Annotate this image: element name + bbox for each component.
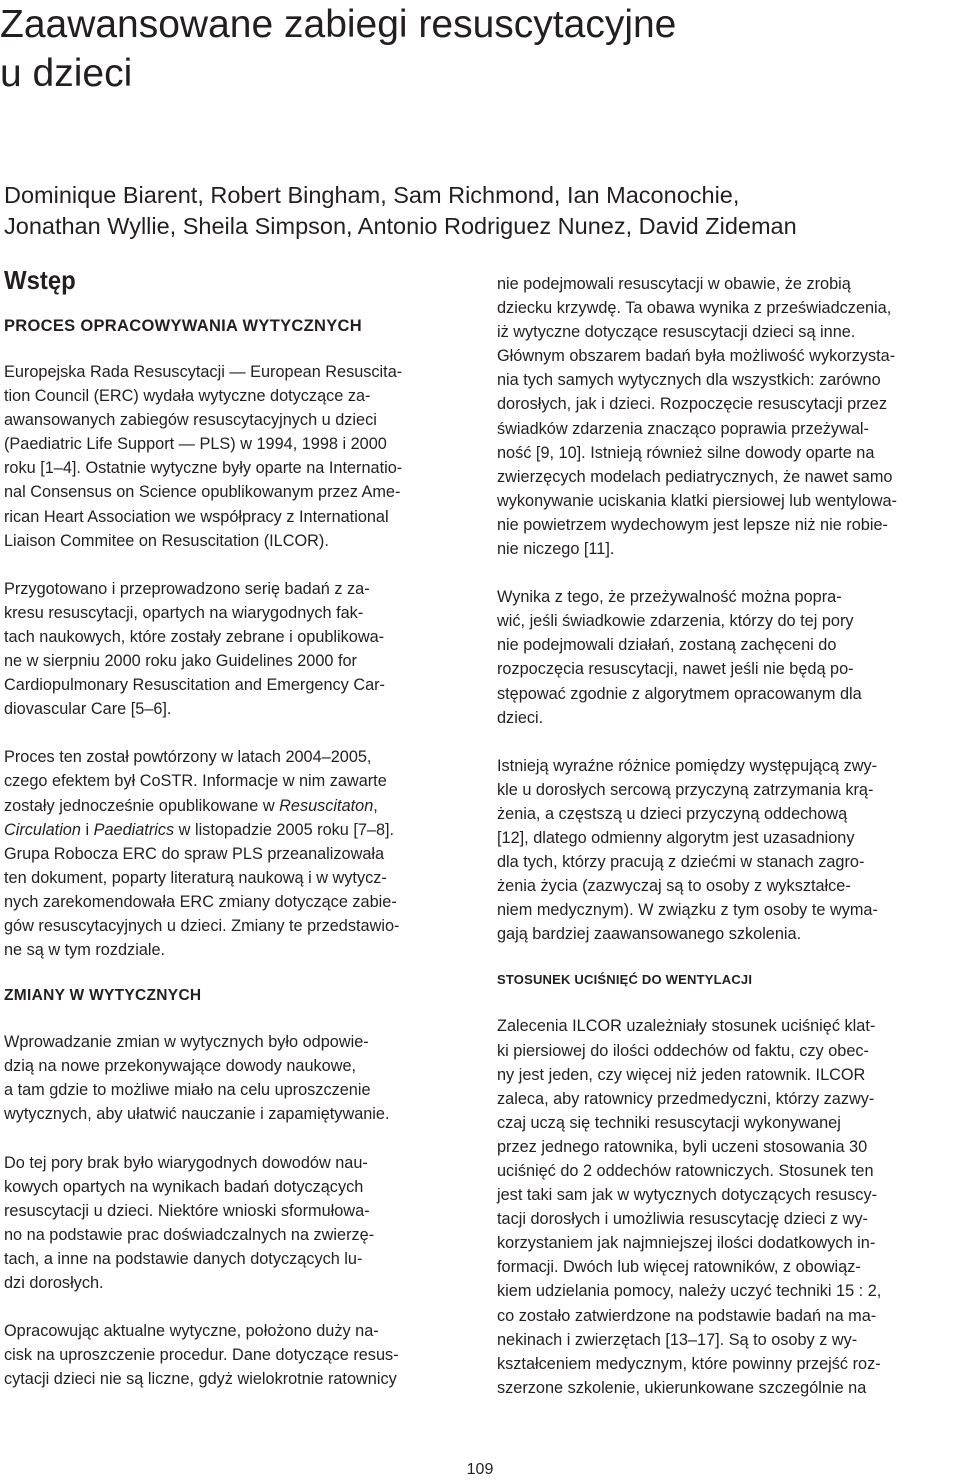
text-line: nia tych samych wytycznych dla wszystkich: zarówno xyxy=(497,371,881,390)
text-line: stępować zgodnie z algorytmem opracowanym dla xyxy=(497,684,862,703)
text-line: nie powietrzem wydechowym jest lepsze niż nie robie- xyxy=(497,515,888,534)
text-line: roku [1–4]. Ostatnie wytyczne były oparte na Internatio- xyxy=(4,459,403,478)
text-line: Europejska Rada Resuscytacji — European Resuscita- xyxy=(4,363,403,381)
text-line: no na podstawie prac doświadczalnych na zwierzę- xyxy=(4,1225,375,1244)
text-line: gają bardziej zaawansowanego szkolenia. xyxy=(497,925,802,944)
title-line-2: u dzieci xyxy=(0,52,133,95)
text-line: iż wytyczne dotyczące resuscytacji dzieci są inne. xyxy=(497,323,856,342)
text-line: ny jest jeden, czy więcej niż jeden ratownik. ILCOR xyxy=(497,1065,866,1084)
text-line: kresu resuscytacji, opartych na wiarygodnych fak- xyxy=(4,603,364,622)
text-line: wytycznych, aby ułatwić nauczanie i zapamiętywanie. xyxy=(4,1105,390,1124)
text-line: rican Heart Association we współpracy z International xyxy=(4,507,389,526)
text-line: nych zarekomendowała ERC zmiany dotyczące zabie- xyxy=(4,892,397,911)
authors xyxy=(4,180,954,242)
text-line: jest taki sam jak w wytycznych dotyczących resuscy- xyxy=(497,1186,878,1205)
text-line: Głównym obszarem badań była możliwość wykorzysta- xyxy=(497,347,896,366)
text-line: tacji dorosłych i umożliwia resuscytację dzieci z wy- xyxy=(497,1210,868,1229)
journal-title: Resuscitaton xyxy=(279,796,374,815)
text-line: dzi dorosłych. xyxy=(4,1274,104,1292)
text-line: czaj uczą się techniki resuscytacji wykonywanej xyxy=(497,1113,841,1132)
authors-line-1: Dominique Biarent, Robert Bingham, Sam Richmond, Ian Maconochie, xyxy=(4,182,740,208)
section-title: Wstęp xyxy=(4,265,76,295)
paragraph xyxy=(497,272,955,561)
text-line: niem medycznym). W związku z tym osoby te wyma- xyxy=(497,901,878,920)
text-line: żenia, a częstszą u dzieci przyczyną oddechową xyxy=(497,804,848,823)
text-line: cytacji dzieci nie są liczne, gdyż wielokrotnie ratownicy xyxy=(4,1370,397,1389)
text-line: rozpoczęcia resuscytacji, nawet jeśli nie będą po- xyxy=(497,660,854,679)
text-line: [12], dlatego odmienny algorytm jest uzasadniony xyxy=(497,828,855,847)
text-line: ne w sierpniu 2000 roku jako Guidelines 2000 for xyxy=(4,652,357,671)
text-line: uciśnięć do 2 oddechów ratowniczych. Stosunek ten xyxy=(497,1162,874,1180)
text-line: świadków zdarzenia znacząco poprawia przeżywal- xyxy=(497,419,869,438)
text-line: korzystaniem jak najmniejszej ilości dodatkowych in- xyxy=(497,1234,876,1253)
text-line: gów resuscytacyjnych u dzieci. Zmiany te przedstawio- xyxy=(4,916,400,935)
journal-title: Paediatrics xyxy=(93,820,175,839)
text-line: nie podejmowali działań, zostaną zachęceni do xyxy=(497,636,837,655)
journal-title: Circulation xyxy=(4,820,81,839)
text-line: (Paediatric Life Support — PLS) w 1994, 1998 i 2000 xyxy=(4,435,387,454)
text-line: tach, a inne na podstawie danych dotyczących lu- xyxy=(4,1249,363,1268)
text-line: nekinach i zwierzętach [13–17]. Są to osoby z wy- xyxy=(497,1330,858,1349)
heading-guidelines-process: PROCES OPRACOWYWANIA WYTYCZNYCH xyxy=(4,317,362,335)
text-line: żenia życia (zazwyczaj są to osoby z wykształce- xyxy=(497,877,851,896)
text-line: Cardiopulmonary Resuscitation and Emergency Car- xyxy=(4,676,385,695)
text-line: Zalecenia ILCOR uzależniały stosunek uciśnięć klat- xyxy=(497,1017,876,1036)
text-line: co zostało zatwierdzone na podstawie badań na ma- xyxy=(497,1306,877,1325)
paragraph xyxy=(4,1151,464,1296)
paragraph xyxy=(497,1014,955,1400)
text-line: szerzone szkolenie, ukierunkowane szczególnie na xyxy=(497,1378,867,1397)
left-column xyxy=(4,262,464,1415)
authors-line-2: Jonathan Wyllie, Sheila Simpson, Antonio Rodriguez Nunez, David Zideman xyxy=(4,213,797,239)
heading-compression-ventilation-ratio: STOSUNEK UCIŚNIĘĆ DO WENTYLACJI xyxy=(497,972,753,988)
text-line: Wprowadzanie zmian w wytycznych było odpowie- xyxy=(4,1033,369,1052)
right-column xyxy=(497,272,955,1424)
text-line: Liaison Commitee on Resuscitation (ILCOR). xyxy=(4,531,329,550)
text-line: formacji. Dwóch lub więcej ratowników, z obowiąz- xyxy=(497,1258,861,1277)
text-line: Do tej pory brak było wiarygodnych dowodów nau- xyxy=(4,1153,368,1172)
text-line: kowych opartych na wynikach badań dotyczących xyxy=(4,1177,364,1196)
text-line: tion Council (ERC) wydała wytyczne dotyczące za- xyxy=(4,387,371,406)
text-line: kiem udzielania pomocy, należy uczyć techniki 15 : 2, xyxy=(497,1282,882,1301)
title-line-1: Zaawansowane zabiegi resuscytacyjne xyxy=(0,3,677,46)
paragraph xyxy=(4,1319,464,1391)
text-line: ki piersiowej do ilości oddechów od faktu, czy obec- xyxy=(497,1041,869,1060)
text-line: Opracowując aktualne wytyczne, położono duży na- xyxy=(4,1322,379,1341)
paragraph xyxy=(497,585,955,730)
text-line: resuscytacji u dzieci. Niektóre wnioski sformułowa- xyxy=(4,1201,370,1220)
paragraph xyxy=(4,360,464,553)
page-title xyxy=(0,0,960,98)
text-line: dorosłych, jak i dzieci. Rozpoczęcie resuscytacji przez xyxy=(497,395,887,414)
text-line: kształceniem medycznym, które powinny przejść roz- xyxy=(497,1354,881,1373)
text-line: zaleca, aby ratownicy przedmedyczni, którzy zazwy- xyxy=(497,1089,875,1108)
text-line: Przygotowano i przeprowadzono serię badań z za- xyxy=(4,579,370,598)
text-line: dla tych, którzy pracują z dziećmi w stanach zagro- xyxy=(497,853,865,872)
text-line: ten dokument, poparty literaturą naukową i w wytycz- xyxy=(4,868,387,887)
text-line: Grupa Robocza ERC do spraw PLS przeanalizowała xyxy=(4,844,385,863)
text-line: nal Consensus on Science opublikowanym przez Ame- xyxy=(4,483,401,502)
text-line: ność [9, 10]. Istnieją również silne dowody oparte na xyxy=(497,443,875,462)
page-number: 109 xyxy=(466,1461,494,1478)
text-line: zwierzęcych modelach pediatrycznych, że nawet samo xyxy=(497,467,893,486)
text-line: awansowanych zabiegów resuscytacyjnych u dzieci xyxy=(4,411,377,430)
text-line: dziecku krzywdę. Ta obawa wynika z przeświadczenia, xyxy=(497,299,892,318)
heading-guideline-changes: ZMIANY W WYTYCZNYCH xyxy=(4,987,202,1005)
text-line: nie podejmowali resuscytacji w obawie, że zrobią xyxy=(497,275,851,293)
text-line: tach naukowych, które zostały zebrane i opublikowa- xyxy=(4,627,385,646)
text-line: ne są w tym rozdziale. xyxy=(4,941,166,960)
text-line: diovascular Care [5–6]. xyxy=(4,700,172,719)
text-line: dzieci. xyxy=(497,708,544,727)
text-line: nie niczego [11]. xyxy=(497,540,615,559)
paragraph: Proces ten został powtórzony w latach 2004–2005, czego efektem był CoSTR. Informacje w nim zawarte zostały jednocześnie opublikowane w Resuscitaton, Circulation i Paediatrics w listopadzie 2005 roku [7–8]. Grupa Robocza ERC do spraw PLS przeanalizowała ten dokument, poparty literaturą naukową i w wytycz- nych zarekomendowała ERC zmiany dotyczące zabie- gów resuscytacyjnych u dzieci. Zmiany te przedstawio- ne są w tym rozdziale. xyxy=(4,748,400,960)
text-line: wić, jeśli świadkowie zdarzenia, którzy do tej pory xyxy=(497,612,854,631)
text-line: a tam gdzie to możliwe miało na celu uproszczenie xyxy=(4,1081,371,1100)
text-line: kle u dorosłych sercową przyczyną zatrzymania krą- xyxy=(497,780,874,799)
paragraph xyxy=(497,754,955,947)
text-line: przez jednego ratownika, byli uczeni stosowania 30 xyxy=(497,1137,868,1156)
text-line: Wynika z tego, że przeżywalność można popra- xyxy=(497,588,842,607)
paragraph xyxy=(4,1030,464,1126)
paragraph xyxy=(4,577,464,722)
text-line: cisk na uproszczenie procedur. Dane dotyczące resus- xyxy=(4,1346,399,1365)
text-line: dzią na nowe przekonywające dowody naukowe, xyxy=(4,1057,357,1076)
text-line: wykonywanie uciskania klatki piersiowej lub wentylowa- xyxy=(497,491,897,510)
text-line: Istnieją wyraźne różnice pomiędzy występującą zwy- xyxy=(497,756,878,775)
